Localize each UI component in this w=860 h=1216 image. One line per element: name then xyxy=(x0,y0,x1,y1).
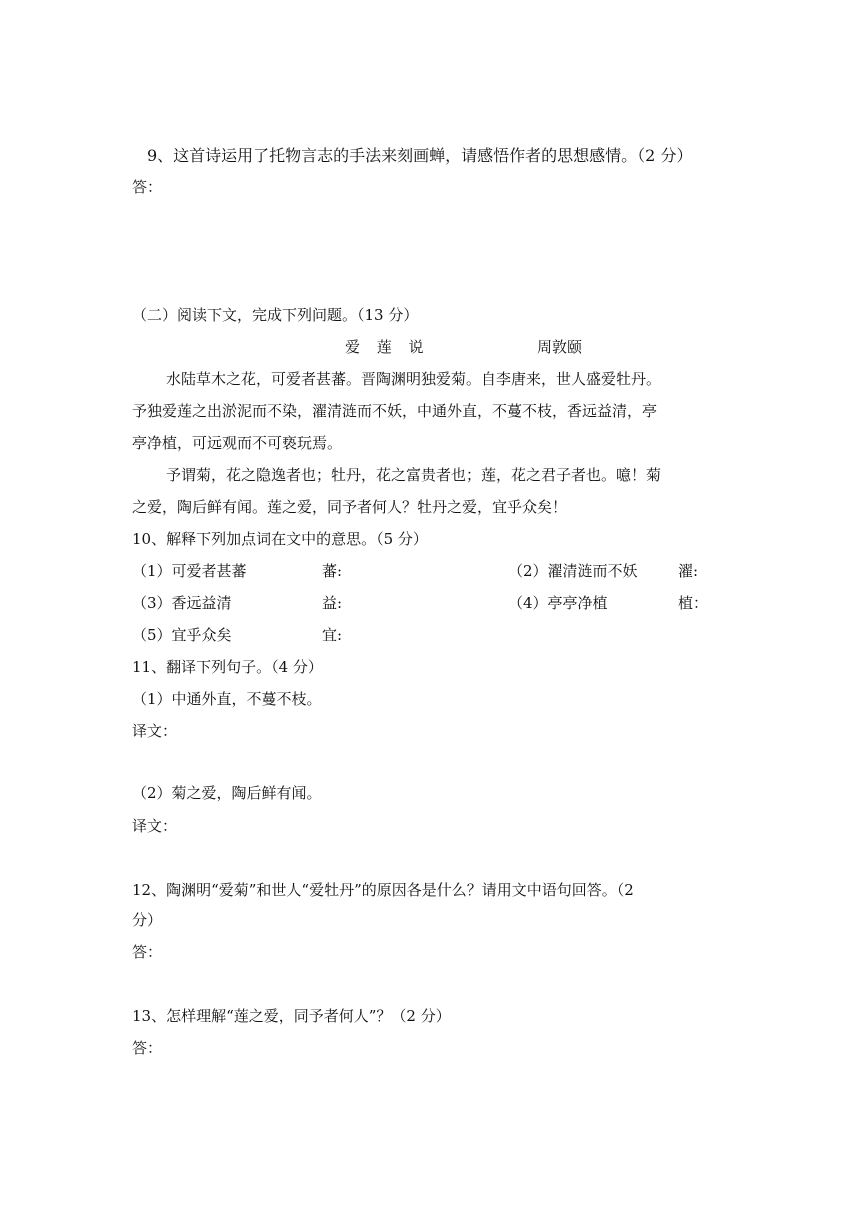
paragraph-1-line-1: 水陆草木之花，可爱者甚蕃。晋陶渊明独爱菊。自李唐来，世人盛爱牡丹。 xyxy=(166,370,662,388)
answer-label-9: 答： xyxy=(132,178,163,196)
question-12-line-1: 12、陶渊明“爱菊”和世人“爱牡丹”的原因各是什么？请用文中语句回答。（2 xyxy=(132,881,634,899)
q10-item-1-word: 蕃: xyxy=(322,562,343,580)
answer-label-12: 答： xyxy=(132,943,163,961)
question-13: 13、怎样理解“莲之爱，同予者何人”？（2 分） xyxy=(132,1007,451,1025)
q11-translation-label-2: 译文： xyxy=(132,817,178,835)
q10-item-2-phrase: （2）濯清涟而不妖 xyxy=(508,562,638,580)
q10-item-4-word: 植： xyxy=(678,594,709,612)
q10-item-3-phrase: （3）香远益清 xyxy=(132,594,232,612)
paragraph-2-line-1: 予谓菊，花之隐逸者也；牡丹，花之富贵者也；莲，花之君子者也。噫！菊 xyxy=(166,466,662,484)
question-12-line-2: 分） xyxy=(132,911,163,929)
q10-item-5-word: 宜: xyxy=(322,626,343,644)
question-9: 9、这首诗运用了托物言志的手法来刻画蝉，请感悟作者的思想感情。（2 分） xyxy=(147,146,693,165)
paragraph-2-line-2: 之爱，陶后鲜有闻。莲之爱，同予者何人？牡丹之爱，宜乎众矣！ xyxy=(132,498,568,516)
paragraph-1-line-2: 予独爱莲之出淤泥而不染，濯清涟而不妖，中通外直，不蔓不枝，香远益清，亭 xyxy=(132,402,658,420)
question-10: 10、解释下列加点词在文中的意思。（5 分） xyxy=(132,530,428,548)
question-11: 11、翻译下列句子。（4 分） xyxy=(132,658,323,676)
essay-title: 爱 莲 说 xyxy=(345,338,430,356)
section-heading: （二）阅读下文，完成下列问题。（13 分） xyxy=(132,306,419,324)
q10-item-3-word: 益: xyxy=(322,594,343,612)
q11-translation-label-1: 译文： xyxy=(132,722,178,740)
q10-item-1-phrase: （1）可爱者甚蕃 xyxy=(132,562,247,580)
paragraph-1-line-3: 亭净植，可远观而不可亵玩焉。 xyxy=(132,434,343,452)
q10-item-4-phrase: （4）亭亭净植 xyxy=(508,594,608,612)
answer-label-13: 答： xyxy=(132,1039,163,1057)
essay-author: 周敦颐 xyxy=(537,338,583,356)
q10-item-5-phrase: （5）宜乎众矣 xyxy=(132,626,232,644)
q11-sentence-2: （2）菊之爱，陶后鲜有闻。 xyxy=(132,784,322,802)
q11-sentence-1: （1）中通外直，不蔓不枝。 xyxy=(132,690,322,708)
q10-item-2-word: 濯: xyxy=(678,562,699,580)
